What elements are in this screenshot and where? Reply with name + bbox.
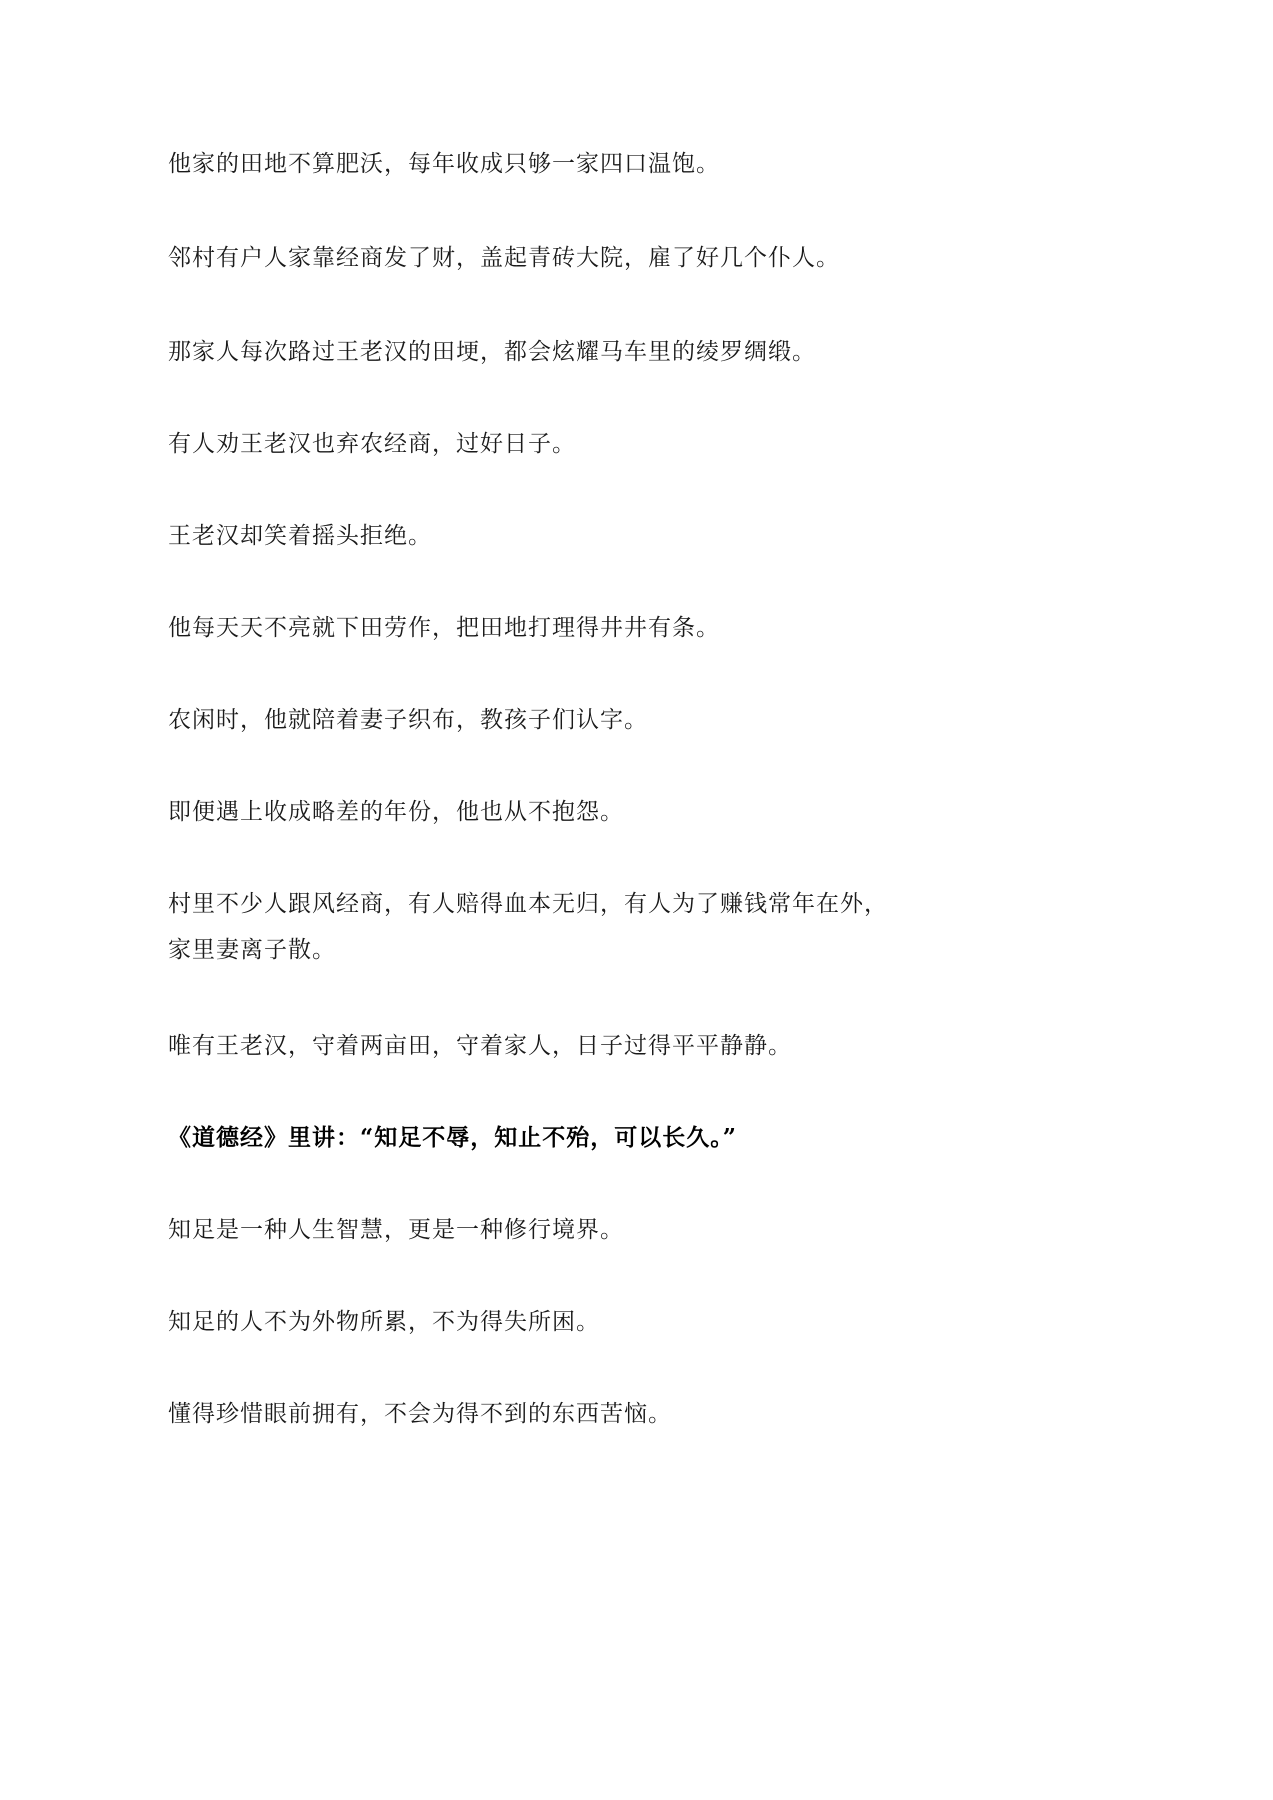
paragraph: 懂得珍惜眼前拥有，不会为得不到的东西苦恼。 [168,1401,672,1427]
paragraph: 唯有王老汉，守着两亩田，守着家人，日子过得平平静静。 [168,1033,792,1059]
paragraph: 他每天天不亮就下田劳作，把田地打理得井井有条。 [168,615,720,641]
paragraph: 有人劝王老汉也弃农经商，过好日子。 [168,431,576,457]
paragraph: 邻村有户人家靠经商发了财，盖起青砖大院，雇了好几个仆人。 [168,245,840,271]
paragraph: 王老汉却笑着摇头拒绝。 [168,523,432,549]
paragraph: 知足的人不为外物所累，不为得失所困。 [168,1309,600,1335]
paragraph: 那家人每次路过王老汉的田埂，都会炫耀马车里的绫罗绸缎。 [168,339,816,365]
paragraph: 知足是一种人生智慧，更是一种修行境界。 [168,1217,624,1243]
paragraph: 即便遇上收成略差的年份，他也从不抱怨。 [168,799,624,825]
paragraph-line: 家里妻离子散。 [168,937,336,963]
paragraph-line: 村里不少人跟风经商，有人赔得血本无归，有人为了赚钱常年在外， [168,891,888,917]
paragraph: 农闲时，他就陪着妻子织布，教孩子们认字。 [168,707,648,733]
paragraph [168,881,968,973]
paragraph: 他家的田地不算肥沃，每年收成只够一家四口温饱。 [168,151,720,177]
quote-paragraph: 《道德经》里讲：“知足不辱，知止不殆，可以长久。” [168,1124,737,1151]
